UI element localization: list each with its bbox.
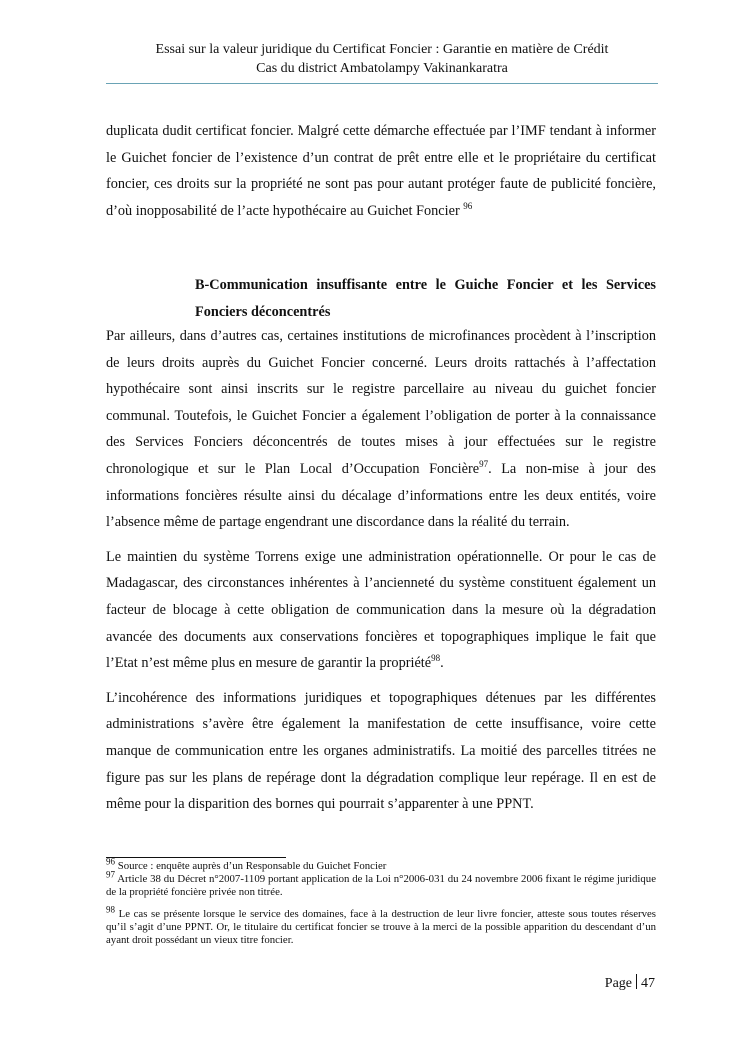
intro-paragraph: duplicata dudit certificat foncier. Malgré cette démarche effectuée par l’IMF tendant à informer le Guichet foncier de l’existence d’un contrat de prêt entre elle et le propriétaire du certificat foncier, ces droits sur la propriété ne sont pas pour autant protéger faute de publicité foncière, d’où inopposabilité de l’acte hypothécaire au Guichet Foncier $^{96}$ [106, 123, 656, 219]
body-text-top [106, 118, 656, 224]
section-heading: B-Communication insuffisante entre le Guiche Foncier et les Services Fonciers déconcentrés [195, 277, 656, 320]
paragraph-2: Le maintien du système Torrens exige une administration opérationnelle. Or pour le cas de Madagascar, des circonstances inhérentes à l’ancienneté du système constituent également un facteur de blocage à cette obligation de communication dans la mesure où la dégradation avancée des documents aux conservations foncières et topographiques implique le fait que l’Etat n’est même plus en mesure de garantir la propriété$^{98}$. [106, 548, 656, 672]
paragraph-3: L’incohérence des informations juridiques et topographiques détenues par les différentes administrations s’avère être également la manifestation de cette insuffisance, voire cette manque de communication entre les organes administratifs. La moitié des parcelles titrées ne figure pas sur les plans de repérage dont la dégradation complique leur repérage. Il en est de même pour la disparition des bornes qui pourrait s’apparenter à une PPNT. [106, 689, 656, 813]
page-number: 47 [641, 976, 655, 991]
body-text-main [106, 323, 656, 818]
page-footer [605, 974, 655, 993]
footnote-ref-97: 97 [479, 459, 489, 470]
header-title-line: Essai sur la valeur juridique du Certificat Foncier : Garantie en matière de Crédit [155, 42, 609, 57]
footnote-ref-98: 98 [431, 653, 441, 664]
footnote-98: $^{98}$ Le cas se présente lorsque le service des domaines, face à la destruction de leur livre foncier, atteste sous toutes réserves qu’il s’agit d’une PPNT. Or, le titulaire du certificat foncier se trouve à la merci de la possible apparition du descendant d’un ayant droit possédant un vieux titre foncier. [106, 904, 656, 947]
footnote-ref-96: 96 [463, 201, 473, 212]
paragraph-1: Par ailleurs, dans d’autres cas, certaines institutions de microfinances procèdent à l’inscription de leurs droits auprès du Guichet Foncier concerné. Leurs droits rattachés à l’affectation hypothécaire sont ainsi inscrits sur le registre parcellaire au niveau du guichet foncier communal. Toutefois, le Guichet Foncier a également l’obligation de porter à la connaissance des Services Fonciers déconcentrés de toutes mises à jour effectuées sur le registre chronologique et sur le Plan Local d’Occupation Foncière$^{97}$. La non-mise à jour des informations foncières résulte ainsi du décalage d’informations entre les deux entités, voire l’absence même de partage engendrant une discordance dans la réalité du terrain. [106, 328, 656, 531]
page-header [106, 40, 658, 78]
footnotes [106, 856, 656, 947]
header-divider [106, 83, 658, 84]
footnote-96: $^{96}$ Source : enquête auprès d’un Responsable du Guichet Foncier [106, 856, 387, 872]
page-separator [636, 974, 637, 989]
page-label: Page [604, 976, 632, 991]
header-subtitle-line: Cas du district Ambatolampy Vakinankaratra [256, 61, 508, 76]
footnote-divider [106, 857, 286, 858]
footnote-97: $^{97}$ Article 38 du Décret n°2007-1109 portant application de la Loi n°2006-031 du 24 novembre 2006 fixant le régime juridique de la propriété foncière privée non titrée. [106, 869, 656, 899]
